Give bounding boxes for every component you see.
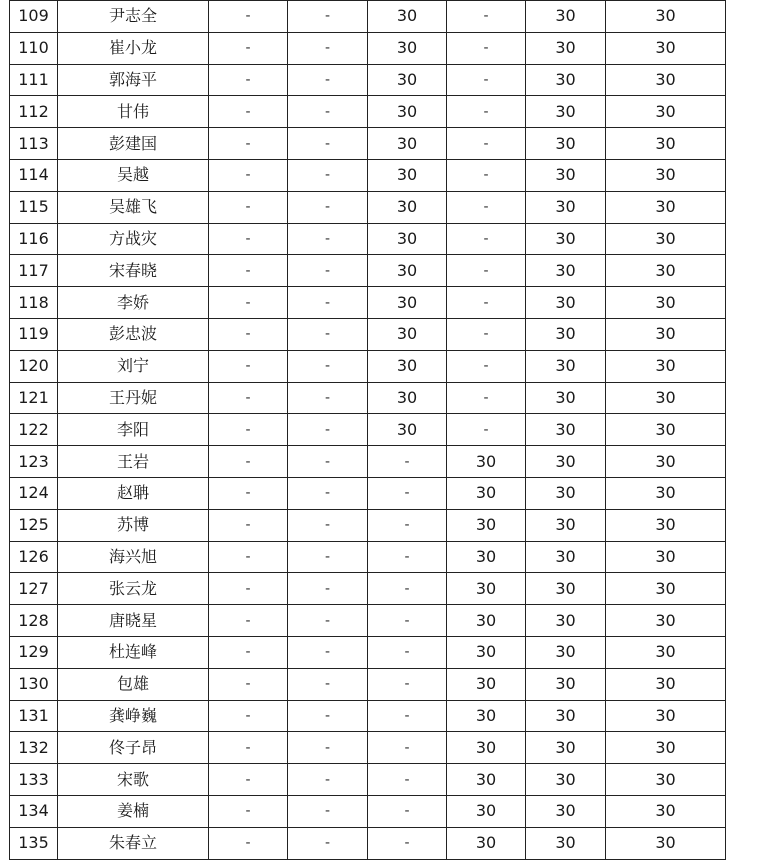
score-cell-5: 30: [526, 636, 606, 668]
score-cell-5: 30: [526, 318, 606, 350]
score-cell-4: 30: [447, 764, 526, 796]
score-cell-6: 30: [606, 541, 726, 573]
score-cell-6: 30: [606, 223, 726, 255]
name-cell: 包雄: [58, 668, 209, 700]
row-number-cell: 114: [10, 159, 58, 191]
row-number-cell: 112: [10, 96, 58, 128]
table-row: [10, 477, 726, 509]
score-cell-4: 30: [447, 668, 526, 700]
name-cell: 杜连峰: [58, 636, 209, 668]
score-cell-6: 30: [606, 477, 726, 509]
table-row: [10, 223, 726, 255]
score-cell-4: -: [447, 96, 526, 128]
score-cell-6: 30: [606, 128, 726, 160]
score-cell-5: 30: [526, 128, 606, 160]
score-cell-2: -: [288, 223, 368, 255]
name-cell: 王丹妮: [58, 382, 209, 414]
score-cell-5: 30: [526, 382, 606, 414]
score-cell-6: 30: [606, 1, 726, 33]
score-cell-1: -: [209, 795, 288, 827]
row-number-cell: 118: [10, 287, 58, 319]
row-number-cell: 124: [10, 477, 58, 509]
score-cell-6: 30: [606, 382, 726, 414]
score-cell-5: 30: [526, 350, 606, 382]
name-cell: 彭建国: [58, 128, 209, 160]
score-cell-1: -: [209, 1, 288, 33]
row-number-cell: 117: [10, 255, 58, 287]
score-cell-6: 30: [606, 795, 726, 827]
score-cell-6: 30: [606, 605, 726, 637]
table-row: [10, 32, 726, 64]
row-number-cell: 119: [10, 318, 58, 350]
name-cell: 吴越: [58, 159, 209, 191]
score-cell-4: -: [447, 350, 526, 382]
score-cell-2: -: [288, 255, 368, 287]
name-cell: 宋春晓: [58, 255, 209, 287]
name-cell: 刘宁: [58, 350, 209, 382]
table-row: [10, 255, 726, 287]
table-row: [10, 636, 726, 668]
score-cell-4: -: [447, 287, 526, 319]
score-cell-2: -: [288, 64, 368, 96]
score-cell-1: -: [209, 96, 288, 128]
score-cell-3: 30: [368, 128, 447, 160]
score-cell-2: -: [288, 764, 368, 796]
score-cell-1: -: [209, 636, 288, 668]
score-cell-5: 30: [526, 414, 606, 446]
score-cell-5: 30: [526, 159, 606, 191]
table-row: [10, 318, 726, 350]
score-table-body: [10, 1, 726, 860]
row-number-cell: 132: [10, 732, 58, 764]
score-cell-2: -: [288, 159, 368, 191]
table-row: [10, 827, 726, 859]
score-cell-1: -: [209, 764, 288, 796]
score-cell-6: 30: [606, 446, 726, 478]
score-cell-5: 30: [526, 32, 606, 64]
score-cell-2: -: [288, 573, 368, 605]
score-cell-2: -: [288, 32, 368, 64]
name-cell: 姜楠: [58, 795, 209, 827]
table-row: [10, 414, 726, 446]
score-cell-2: -: [288, 414, 368, 446]
name-cell: 宋歌: [58, 764, 209, 796]
score-cell-1: -: [209, 477, 288, 509]
score-cell-3: 30: [368, 255, 447, 287]
score-table: [9, 0, 726, 860]
score-cell-1: -: [209, 732, 288, 764]
table-row: [10, 446, 726, 478]
score-cell-2: -: [288, 668, 368, 700]
score-cell-1: -: [209, 541, 288, 573]
score-cell-1: -: [209, 668, 288, 700]
name-cell: 彭忠波: [58, 318, 209, 350]
name-cell: 朱春立: [58, 827, 209, 859]
score-cell-3: 30: [368, 96, 447, 128]
score-cell-4: -: [447, 191, 526, 223]
score-cell-4: -: [447, 255, 526, 287]
score-cell-6: 30: [606, 509, 726, 541]
score-cell-3: 30: [368, 32, 447, 64]
score-cell-2: -: [288, 446, 368, 478]
score-cell-4: -: [447, 128, 526, 160]
score-cell-6: 30: [606, 191, 726, 223]
score-cell-5: 30: [526, 191, 606, 223]
score-cell-5: 30: [526, 668, 606, 700]
name-cell: 崔小龙: [58, 32, 209, 64]
name-cell: 方战灾: [58, 223, 209, 255]
name-cell: 郭海平: [58, 64, 209, 96]
score-cell-1: -: [209, 509, 288, 541]
score-cell-2: -: [288, 509, 368, 541]
score-cell-3: 30: [368, 1, 447, 33]
score-cell-4: 30: [447, 795, 526, 827]
score-cell-6: 30: [606, 636, 726, 668]
score-cell-6: 30: [606, 414, 726, 446]
table-row: [10, 96, 726, 128]
score-cell-6: 30: [606, 32, 726, 64]
score-cell-6: 30: [606, 668, 726, 700]
name-cell: 赵聃: [58, 477, 209, 509]
row-number-cell: 116: [10, 223, 58, 255]
score-cell-3: 30: [368, 382, 447, 414]
row-number-cell: 120: [10, 350, 58, 382]
score-cell-3: -: [368, 541, 447, 573]
score-cell-1: -: [209, 159, 288, 191]
row-number-cell: 130: [10, 668, 58, 700]
score-cell-1: -: [209, 382, 288, 414]
score-cell-2: -: [288, 287, 368, 319]
score-cell-1: -: [209, 827, 288, 859]
score-cell-4: -: [447, 318, 526, 350]
score-cell-4: 30: [447, 446, 526, 478]
score-cell-3: -: [368, 700, 447, 732]
table-row: [10, 605, 726, 637]
score-cell-2: -: [288, 732, 368, 764]
name-cell: 苏博: [58, 509, 209, 541]
score-cell-2: -: [288, 636, 368, 668]
score-cell-2: -: [288, 827, 368, 859]
score-cell-5: 30: [526, 287, 606, 319]
score-cell-5: 30: [526, 795, 606, 827]
score-cell-3: -: [368, 477, 447, 509]
score-cell-5: 30: [526, 446, 606, 478]
score-cell-1: -: [209, 318, 288, 350]
row-number-cell: 125: [10, 509, 58, 541]
row-number-cell: 115: [10, 191, 58, 223]
score-cell-5: 30: [526, 827, 606, 859]
table-row: [10, 64, 726, 96]
score-cell-1: -: [209, 573, 288, 605]
score-cell-3: 30: [368, 159, 447, 191]
table-row: [10, 668, 726, 700]
row-number-cell: 111: [10, 64, 58, 96]
score-cell-6: 30: [606, 64, 726, 96]
row-number-cell: 109: [10, 1, 58, 33]
score-cell-4: -: [447, 223, 526, 255]
name-cell: 吴雄飞: [58, 191, 209, 223]
table-row: [10, 573, 726, 605]
score-cell-2: -: [288, 382, 368, 414]
table-row: [10, 159, 726, 191]
table-row: [10, 732, 726, 764]
score-cell-3: -: [368, 732, 447, 764]
row-number-cell: 127: [10, 573, 58, 605]
table-row: [10, 764, 726, 796]
score-cell-3: 30: [368, 318, 447, 350]
table-row: [10, 509, 726, 541]
score-cell-4: -: [447, 64, 526, 96]
score-cell-1: -: [209, 255, 288, 287]
score-cell-2: -: [288, 605, 368, 637]
row-number-cell: 113: [10, 128, 58, 160]
score-cell-3: -: [368, 668, 447, 700]
score-cell-5: 30: [526, 477, 606, 509]
score-cell-4: 30: [447, 732, 526, 764]
score-cell-4: 30: [447, 605, 526, 637]
score-cell-3: -: [368, 795, 447, 827]
row-number-cell: 128: [10, 605, 58, 637]
row-number-cell: 129: [10, 636, 58, 668]
score-cell-1: -: [209, 223, 288, 255]
score-cell-6: 30: [606, 159, 726, 191]
table-row: [10, 350, 726, 382]
row-number-cell: 134: [10, 795, 58, 827]
table-row: [10, 128, 726, 160]
score-cell-6: 30: [606, 350, 726, 382]
score-cell-3: -: [368, 509, 447, 541]
score-cell-3: -: [368, 827, 447, 859]
table-row: [10, 191, 726, 223]
row-number-cell: 126: [10, 541, 58, 573]
score-cell-1: -: [209, 191, 288, 223]
name-cell: 唐晓星: [58, 605, 209, 637]
score-cell-4: -: [447, 1, 526, 33]
score-cell-6: 30: [606, 827, 726, 859]
table-row: [10, 541, 726, 573]
table-row: [10, 795, 726, 827]
row-number-cell: 133: [10, 764, 58, 796]
score-cell-4: 30: [447, 700, 526, 732]
score-cell-4: 30: [447, 509, 526, 541]
score-cell-3: -: [368, 446, 447, 478]
score-cell-2: -: [288, 350, 368, 382]
score-cell-1: -: [209, 64, 288, 96]
score-cell-3: 30: [368, 191, 447, 223]
score-cell-5: 30: [526, 700, 606, 732]
name-cell: 佟子昂: [58, 732, 209, 764]
score-cell-2: -: [288, 128, 368, 160]
score-cell-2: -: [288, 541, 368, 573]
score-cell-5: 30: [526, 96, 606, 128]
score-cell-5: 30: [526, 223, 606, 255]
table-row: [10, 1, 726, 33]
score-cell-5: 30: [526, 1, 606, 33]
name-cell: 王岩: [58, 446, 209, 478]
score-cell-1: -: [209, 446, 288, 478]
score-cell-2: -: [288, 1, 368, 33]
score-cell-4: 30: [447, 636, 526, 668]
score-cell-5: 30: [526, 541, 606, 573]
table-row: [10, 287, 726, 319]
score-cell-3: 30: [368, 350, 447, 382]
score-cell-1: -: [209, 350, 288, 382]
score-cell-4: -: [447, 414, 526, 446]
score-cell-3: -: [368, 764, 447, 796]
score-cell-5: 30: [526, 64, 606, 96]
score-cell-4: 30: [447, 827, 526, 859]
score-cell-2: -: [288, 700, 368, 732]
score-cell-6: 30: [606, 318, 726, 350]
score-cell-1: -: [209, 700, 288, 732]
score-cell-5: 30: [526, 509, 606, 541]
score-cell-2: -: [288, 191, 368, 223]
name-cell: 龚峥巍: [58, 700, 209, 732]
score-cell-1: -: [209, 128, 288, 160]
name-cell: 海兴旭: [58, 541, 209, 573]
score-cell-2: -: [288, 795, 368, 827]
score-cell-6: 30: [606, 764, 726, 796]
score-cell-6: 30: [606, 287, 726, 319]
score-cell-1: -: [209, 32, 288, 64]
row-number-cell: 121: [10, 382, 58, 414]
score-cell-3: -: [368, 605, 447, 637]
score-cell-4: 30: [447, 541, 526, 573]
score-cell-6: 30: [606, 96, 726, 128]
score-cell-5: 30: [526, 764, 606, 796]
row-number-cell: 123: [10, 446, 58, 478]
row-number-cell: 131: [10, 700, 58, 732]
score-cell-6: 30: [606, 573, 726, 605]
table-row: [10, 382, 726, 414]
score-table-container: [9, 0, 726, 860]
score-cell-4: -: [447, 159, 526, 191]
name-cell: 甘伟: [58, 96, 209, 128]
name-cell: 尹志全: [58, 1, 209, 33]
score-cell-3: -: [368, 573, 447, 605]
score-cell-6: 30: [606, 255, 726, 287]
score-cell-2: -: [288, 477, 368, 509]
score-cell-4: -: [447, 32, 526, 64]
score-cell-3: 30: [368, 414, 447, 446]
score-cell-1: -: [209, 287, 288, 319]
score-cell-2: -: [288, 318, 368, 350]
name-cell: 李阳: [58, 414, 209, 446]
row-number-cell: 122: [10, 414, 58, 446]
score-cell-2: -: [288, 96, 368, 128]
score-cell-1: -: [209, 605, 288, 637]
name-cell: 李娇: [58, 287, 209, 319]
score-cell-3: 30: [368, 287, 447, 319]
score-cell-1: -: [209, 414, 288, 446]
score-cell-3: 30: [368, 64, 447, 96]
score-cell-5: 30: [526, 255, 606, 287]
name-cell: 张云龙: [58, 573, 209, 605]
score-cell-6: 30: [606, 732, 726, 764]
score-cell-6: 30: [606, 700, 726, 732]
score-cell-5: 30: [526, 605, 606, 637]
row-number-cell: 110: [10, 32, 58, 64]
table-row: [10, 700, 726, 732]
score-cell-5: 30: [526, 732, 606, 764]
row-number-cell: 135: [10, 827, 58, 859]
score-cell-5: 30: [526, 573, 606, 605]
score-cell-4: -: [447, 382, 526, 414]
score-cell-3: 30: [368, 223, 447, 255]
score-cell-4: 30: [447, 573, 526, 605]
score-cell-4: 30: [447, 477, 526, 509]
score-cell-3: -: [368, 636, 447, 668]
